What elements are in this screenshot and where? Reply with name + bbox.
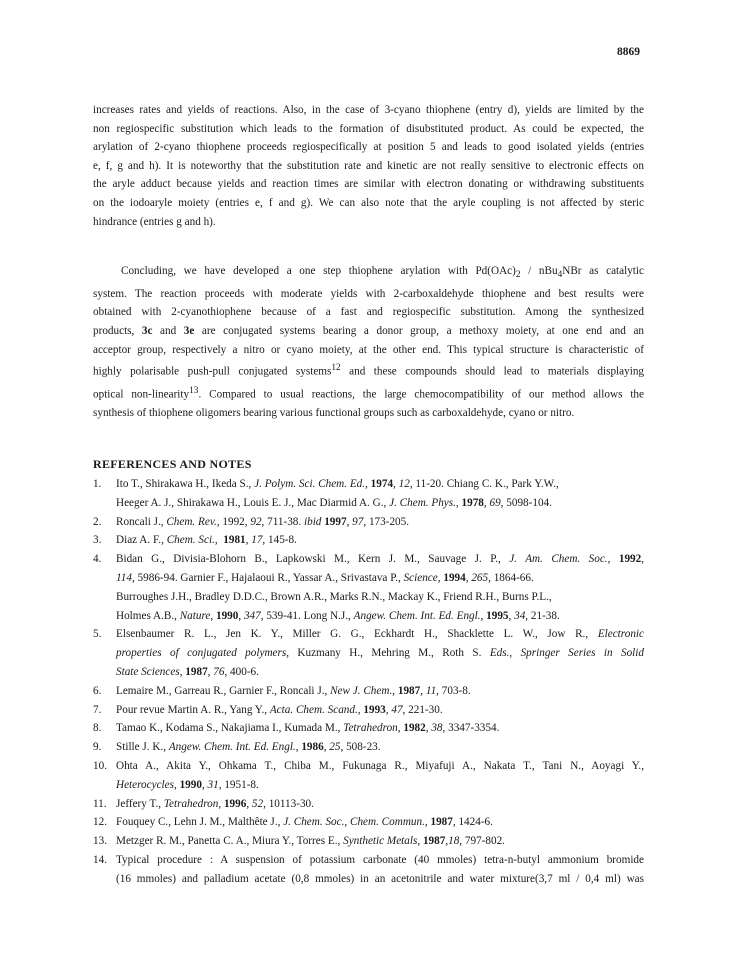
text-line: acceptor group, respectively a nitro or cyano moiety, at the other end. This typical structure is characteristic of: [93, 343, 644, 356]
references-list: [93, 475, 644, 889]
reference-number: 5.: [93, 628, 102, 641]
paragraph-conclusion: [93, 262, 644, 422]
text-line: non regiospecific substitution which leads to the formation of disubstituted product. As could be expected, the: [93, 122, 644, 135]
text-line: synthesis of thiophene oligomers bearing various functional groups such as carboxaldehyde, cyano or nitro.: [93, 406, 575, 419]
text-line: hindrance (entries g and h).: [93, 215, 216, 228]
reference-number: 6.: [93, 684, 102, 697]
reference-item: 7. Pour revue Martin A. R., Yang Y., Acta. Chem. Scand., 1993, 47, 221-30.: [93, 701, 644, 720]
reference-number: 4.: [93, 553, 102, 566]
reference-number: 11.: [93, 797, 107, 810]
reference-item: 12. Fouquey C., Lehn J. M., Malthête J., J. Chem. Soc., Chem. Commun., 1987, 1424-6.: [93, 813, 644, 832]
text-line: system. The reaction proceeds with moderate yields with 2-carboxaldehyde thiophene and best results were: [93, 287, 644, 300]
reference-item: 2. Roncali J., Chem. Rev., 1992, 92, 711-38. ibid 1997, 97, 173-205.: [93, 513, 644, 532]
reference-number: 1.: [93, 478, 102, 490]
reference-item: 9. Stille J. K., Angew. Chem. Int. Ed. Engl., 1986, 25, 508-23.: [93, 738, 644, 757]
page-number: 8869: [617, 46, 640, 58]
reference-number: 13.: [93, 835, 107, 848]
reference-item: 4. Bidan G., Divisia-Blohorn B., Lapkowski M., Kern J. M., Sauvage J. P., J. Am. Chem. Soc., 1992, 114, 5986-94. Garnier F., Hajalaoui R., Yassar A., Srivastava P., Science, 1994, 265, 1864-66. Burroughes J.H., Bradley D.D.C., Brown A.R., Marks R.N., Mackay K., Friend R.H., Burns P.L., Holmes A.B., Nature, 1990, 347, 539-41. Long N.J., Angew. Chem. Int. Ed. Engl., 1995, 34, 21-38.: [93, 550, 644, 625]
reference-number: 2.: [93, 515, 102, 528]
reference-item: 3. Diaz A. F., Chem. Sci., 1981, 17, 145-8.: [93, 531, 644, 550]
references-heading: REFERENCES AND NOTES: [93, 457, 252, 471]
reference-number: 12.: [93, 816, 107, 829]
reference-number: 10.: [93, 759, 107, 772]
text-line: obtained with 2-cyanothiophene because of a fast and regiospecific substitution. Among the synthesized: [93, 306, 644, 319]
text-line: arylation of 2-cyano thiophene proceeds regiospecifically at position 5 and leads to good isolated yields (entries: [93, 141, 644, 154]
reference-number: 8.: [93, 722, 102, 735]
text-line: e, f, g and h). It is noteworthy that the substitution rate and kinetic are not really sensitive to electronic effects on: [93, 159, 644, 172]
text-line: the aryle adduct because yields and reaction times are similar with electron donating or withdrawing substituents: [93, 178, 644, 191]
text-line: products, 3c and 3e are conjugated systems bearing a donor group, a methoxy moiety, at one end and an: [93, 325, 645, 338]
reference-number: 7.: [93, 703, 102, 716]
reference-item: 6. Lemaire M., Garreau R., Garnier F., Roncali J., New J. Chem., 1987, 11, 703-8.: [93, 682, 644, 701]
reference-item: 13. Metzger R. M., Panetta C. A., Miura Y., Torres E., Synthetic Metals, 1987,18, 797-802.: [93, 832, 644, 851]
text-line: on the iodoaryle moiety (entries e, f and g). We can also note that the aryle coupling is not affected by steric: [93, 196, 644, 209]
reference-item: 10. Ohta A., Akita Y., Ohkama T., Chiba M., Fukunaga R., Miyafuji A., Nakata T., Tani N., Aoyagi Y., Heterocycles, 1990, 31, 1951-8.: [93, 757, 644, 795]
text-line: Concluding, we have developed a one step thiophene arylation with $Pd(OAc)_2 / nBu_4NBr$ as catalytic: [121, 265, 644, 281]
reference-item: 5. Elsenbaumer R. L., Jen K. Y., Miller G. G., Eckhardt H., Shacklette L. W., Jow R., Electronic properties of conjugated polymers, Kuzmany H., Mehring M., Roth S. Eds., Springer Series in Solid State Sciences, 1987, 76, 400-6.: [93, 625, 644, 681]
reference-item: 11. Jeffery T., Tetrahedron, 1996, 52, 10113-30.: [93, 795, 644, 814]
text-line: increases rates and yields of reactions. Also, in the case of 3-cyano thiophene (entry d), yields are limited by the: [93, 104, 644, 116]
reference-number: 3.: [93, 534, 102, 547]
reference-number: 14.: [93, 853, 107, 866]
paragraph-results: [93, 101, 644, 231]
text-line: optical non-linearity$^{13}$. Compared to usual reactions, the large chemocompatibility of our method allows the: [93, 385, 644, 401]
reference-item: 14. Typical procedure : A suspension of potassium carbonate (40 mmoles) tetra-n-butyl ammonium bromide (16 mmoles) and palladium acetate (0,8 mmoles) in an acetonitrile and water mixture(3,7 ml / 0,4 ml) was: [93, 851, 644, 889]
reference-number: 9.: [93, 741, 102, 754]
text-line: highly polarisable push-pull conjugated systems$^{12}$ and these compounds should lead to materials displaying: [93, 363, 645, 378]
reference-item: 1. Ito T., Shirakawa H., Ikeda S., J. Polym. Sci. Chem. Ed., 1974, 12, 11-20. Chiang C. K., Park Y.W., Heeger A. J., Shirakawa H., Louis E. J., Mac Diarmid A. G., J. Chem. Phys., 1978, 69, 5098-104.: [93, 475, 644, 513]
reference-item: 8. Tamao K., Kodama S., Nakajiama I., Kumada M., Tetrahedron, 1982, 38, 3347-3354.: [93, 719, 644, 738]
